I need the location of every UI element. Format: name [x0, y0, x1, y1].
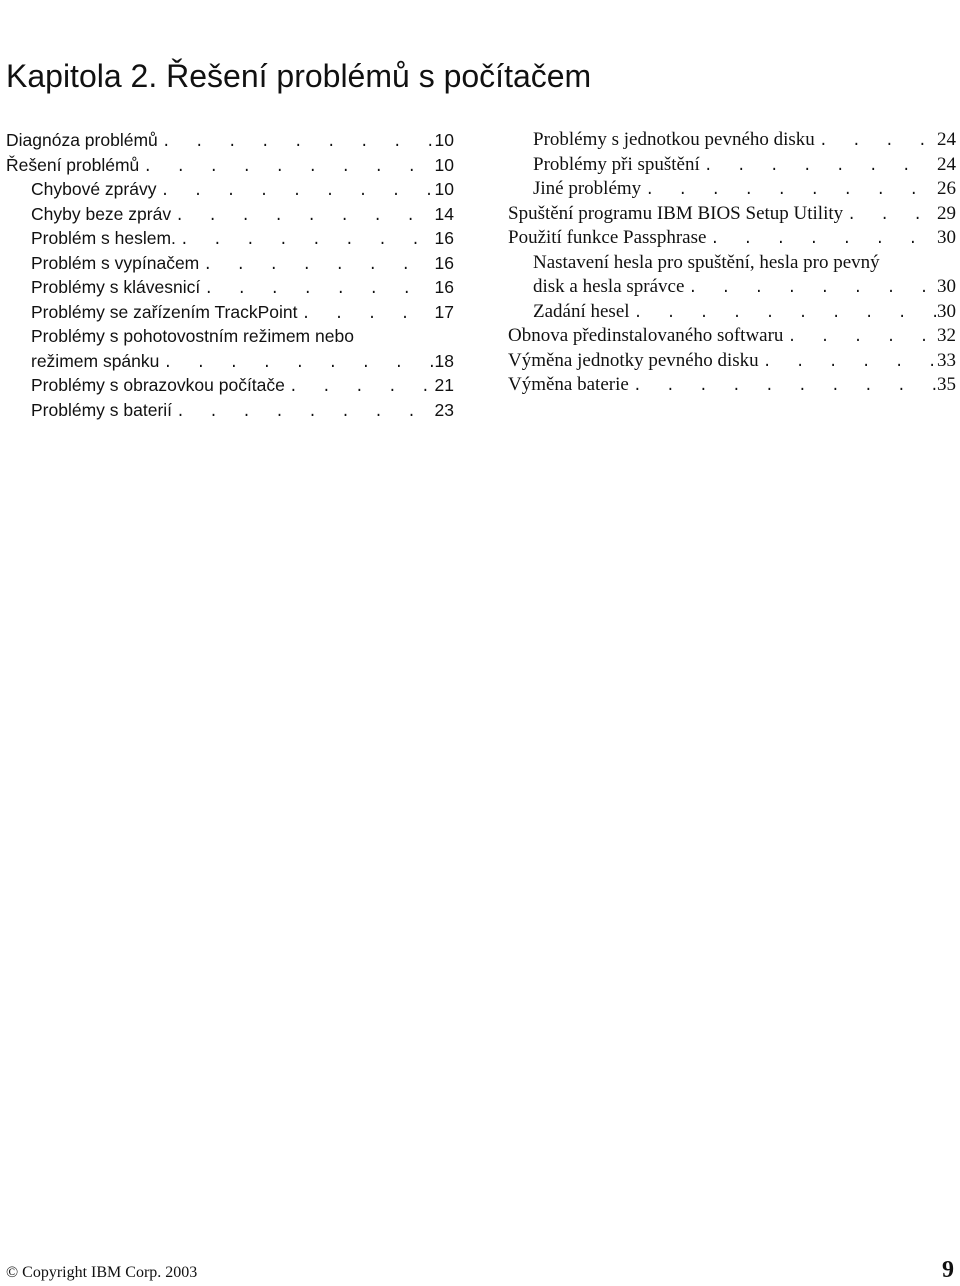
toc-entry-label: Diagnóza problémů [6, 130, 158, 150]
toc-entry-page-number: 10 [434, 154, 454, 175]
toc-entry[interactable] [6, 349, 454, 374]
toc-entry[interactable] [508, 300, 956, 325]
toc-entry[interactable] [508, 349, 956, 374]
toc-entry[interactable] [6, 300, 454, 325]
toc-entry[interactable] [6, 251, 454, 276]
toc-entry-page-number: 29 [937, 202, 956, 224]
toc-entry-label: Problém s heslem. [31, 228, 176, 248]
toc-entry-page-number: 16 [434, 228, 454, 248]
toc-entry[interactable] [6, 202, 454, 227]
toc-entry-label: režimem spánku [31, 350, 160, 371]
toc-entry[interactable] [508, 373, 956, 398]
toc-dot-leader [285, 376, 434, 401]
toc-entry[interactable] [6, 177, 454, 202]
toc-entry-label: Jiné problémy [533, 178, 642, 199]
toc-entry-label: Výměna jednotky pevného disku [508, 349, 759, 371]
toc-dot-leader [629, 375, 936, 400]
toc-entry[interactable] [508, 153, 956, 178]
toc-entry-label: Výměna baterie [508, 374, 629, 395]
toc-dot-leader [199, 254, 434, 279]
toc-dot-leader [641, 179, 936, 204]
toc-entry-label: Problémy s obrazovkou počítače [31, 375, 285, 395]
toc-entry-page-number: 23 [434, 399, 454, 420]
toc-entry-label: disk a hesla správce [533, 276, 685, 297]
toc-dot-leader [630, 302, 936, 327]
toc-dot-leader [176, 229, 434, 254]
toc-entry[interactable] [508, 202, 956, 227]
toc-entry-label: Chybové zprávy [31, 179, 157, 199]
toc-entry-label: Použití funkce Passphrase [508, 227, 707, 248]
toc-entry-page-number: 30 [937, 276, 956, 297]
toc-entry-page-number: 33 [937, 349, 956, 371]
toc-entry-page-number: 16 [434, 277, 454, 297]
toc-dot-leader [706, 228, 936, 253]
toc-dot-leader [156, 180, 434, 205]
toc-entry-label: Problémy s klávesnicí [31, 277, 201, 297]
toc-entry-label: Problémy s pohotovostním režimem nebo [31, 326, 354, 346]
chapter-title: Kapitola 2. Řešení problémů s počítačem [6, 58, 592, 94]
toc-entry-page-number: 32 [937, 325, 956, 346]
toc-entry-label: Řešení problémů [6, 154, 140, 175]
toc-entry[interactable] [6, 398, 454, 423]
toc-entry[interactable] [6, 128, 454, 153]
toc-dot-leader [783, 326, 936, 351]
toc-right-column [508, 128, 956, 398]
toc-entry-page-number: 24 [937, 129, 956, 150]
toc-entry[interactable] [6, 324, 454, 349]
toc-entry[interactable] [508, 177, 956, 202]
toc-entry-label: Zadání hesel [533, 300, 630, 322]
toc-entry-page-number: 21 [434, 375, 454, 395]
toc-entry[interactable] [508, 128, 956, 153]
toc-entry[interactable] [508, 251, 956, 276]
toc-entry[interactable] [6, 275, 454, 300]
toc-dot-leader [139, 156, 434, 181]
toc-dot-leader [843, 204, 936, 229]
toc-dot-leader [171, 205, 434, 230]
toc-entry-page-number: 18 [434, 350, 454, 371]
toc-entry-label: Problémy při spuštění [533, 153, 700, 175]
toc-entry[interactable] [6, 373, 454, 398]
toc-entry-label: Nastavení hesla pro spuštění, hesla pro pevný [533, 251, 880, 273]
toc-entry-page-number: 10 [434, 179, 454, 199]
toc-dot-leader [815, 130, 936, 155]
toc-entry[interactable] [6, 226, 454, 251]
toc-entry[interactable] [508, 275, 956, 300]
toc-entry-page-number: 10 [434, 130, 454, 150]
toc-entry-label: Problémy s baterií [31, 399, 173, 420]
toc-dot-leader [700, 155, 936, 180]
toc-left-column [6, 128, 454, 422]
toc-entry[interactable] [6, 153, 454, 178]
footer-copyright: © Copyright IBM Corp. 2003 [6, 1264, 198, 1281]
toc-entry-label: Spuštění programu IBM BIOS Setup Utility [508, 202, 844, 224]
toc-entry-page-number: 30 [937, 300, 956, 322]
toc-entry-page-number: 16 [434, 252, 454, 273]
toc-dot-leader [759, 351, 936, 376]
toc-dot-leader [172, 401, 434, 426]
toc-entry-page-number: 35 [937, 374, 956, 395]
toc-entry-page-number: 17 [434, 301, 454, 322]
toc-entry-label: Problém s vypínačem [31, 252, 200, 273]
toc-entry-page-number: 26 [937, 178, 956, 199]
toc-entry-page-number: 30 [937, 227, 956, 248]
toc-entry-label: Problémy s jednotkou pevného disku [533, 129, 815, 150]
footer-page-number: 9 [942, 1257, 954, 1283]
toc-entry[interactable] [508, 324, 956, 349]
toc-entry-page-number: 14 [434, 203, 454, 224]
toc-dot-leader [684, 277, 936, 302]
toc-entry-label: Obnova předinstalovaného softwaru [508, 325, 784, 346]
toc-entry-page-number: 24 [937, 153, 956, 175]
toc-entry-label: Problémy se zařízením TrackPoint [31, 301, 298, 322]
toc-entry-label: Chyby beze zpráv [31, 203, 172, 224]
toc-dot-leader [158, 131, 434, 156]
toc-entry[interactable] [508, 226, 956, 251]
